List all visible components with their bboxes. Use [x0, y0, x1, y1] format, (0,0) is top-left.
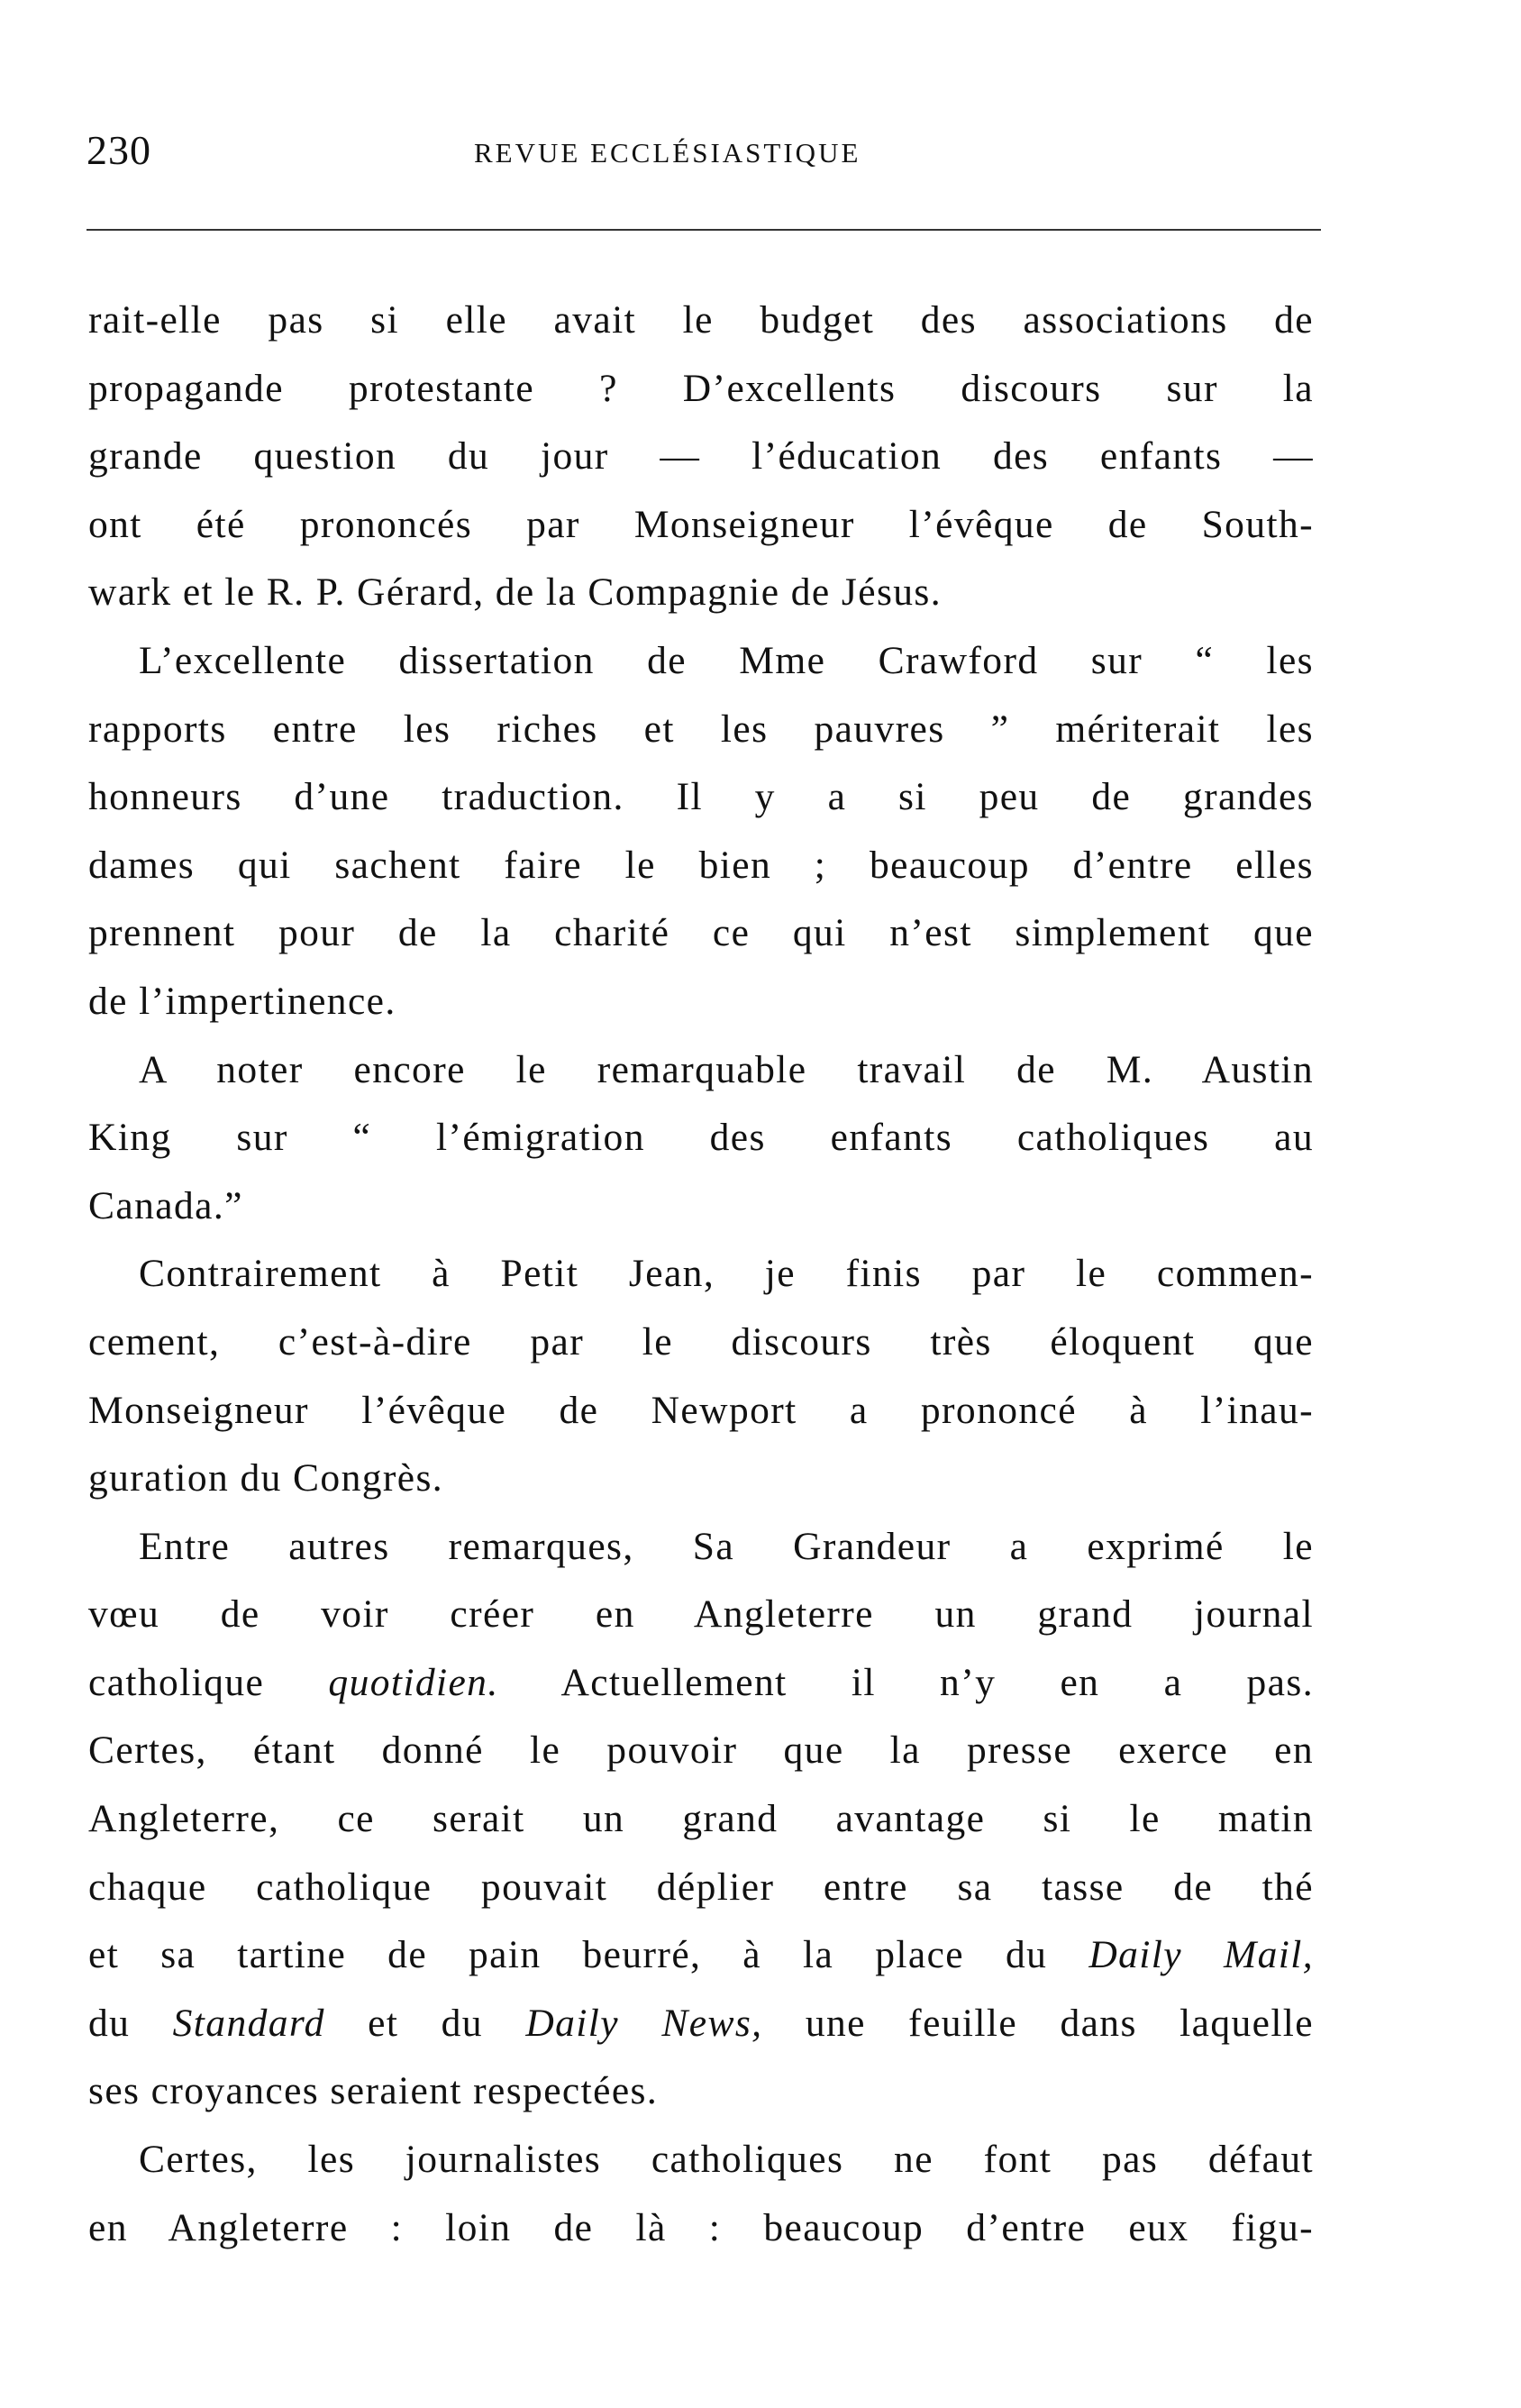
text-segment: Actuellement il n’y en a pas.: [498, 1660, 1314, 1704]
text-line-with-italic: [88, 1921, 1314, 1990]
page-number: 230: [87, 127, 151, 173]
paragraph-4: [88, 1240, 1314, 1512]
running-head: REVUE ECCLÉSIASTIQUE: [474, 137, 861, 169]
text-line: honneurs d’une traduction. Il y a si peu de grandes: [88, 775, 1314, 819]
text-line: Entre autres remarques, Sa Grandeur a exprimé le: [139, 1524, 1314, 1568]
text-line: rait-elle pas si elle avait le budget des associations de: [88, 298, 1314, 342]
page-header: [87, 126, 1321, 189]
text-line-with-italic: [88, 1990, 1314, 2058]
text-line: wark et le R. P. Gérard, de la Compagnie de Jésus.: [88, 570, 943, 615]
text-line: ses croyances seraient respectées.: [88, 2069, 659, 2113]
text-segment: une feuille dans laquelle: [762, 2001, 1315, 2045]
text-line: en Angleterre : loin de là : beaucoup d’entre eux figu-: [88, 2205, 1314, 2249]
text-line: A noter encore le remarquable travail de M. Austin: [139, 1047, 1314, 1091]
text-line: ont été prononcés par Monseigneur l’évêque de South-: [88, 502, 1314, 546]
text-line: Certes, étant donné le pouvoir que la presse exerce en: [88, 1728, 1314, 1773]
text-line: chaque catholique pouvait déplier entre sa tasse de thé: [88, 1865, 1314, 1909]
text-segment: catholique: [88, 1660, 329, 1704]
text-line: Certes, les journalistes catholiques ne font pas défaut: [139, 2138, 1314, 2182]
body-text: [88, 287, 1314, 2262]
text-line: rapports entre les riches et les pauvres ” mériterait les: [88, 707, 1314, 751]
text-segment: et du: [324, 2001, 526, 2045]
text-line: L’excellente dissertation de Mme Crawford sur “ les: [139, 638, 1314, 682]
text-line: guration du Congrès.: [88, 1456, 444, 1500]
text-line: de l’impertinence.: [88, 979, 396, 1023]
text-segment: du: [88, 2001, 173, 2045]
text-segment: et sa tartine de pain beurré, à la place du: [88, 1933, 1089, 1977]
italic-text: quotidien.: [328, 1660, 499, 1704]
text-line: vœu de voir créer en Angleterre un grand journal: [88, 1592, 1314, 1637]
italic-text: Daily Mail,: [1088, 1933, 1314, 1977]
text-line: prennent pour de la charité ce qui n’est simplement que: [88, 911, 1314, 955]
text-line: grande question du jour — l’éducation des enfants —: [88, 434, 1314, 479]
text-line: cement, c’est-à-dire par le discours très éloquent que: [88, 1319, 1314, 1364]
text-line: dames qui sachent faire le bien ; beaucoup d’entre elles: [88, 843, 1314, 887]
text-line: Angleterre, ce serait un grand avantage si le matin: [88, 1797, 1314, 1841]
italic-text: Standard: [172, 2001, 325, 2045]
text-line: King sur “ l’émigration des enfants catholiques au: [88, 1116, 1314, 1160]
text-line-with-italic: [88, 1649, 1314, 1718]
paragraph-2: [88, 627, 1314, 1036]
text-line: Monseigneur l’évêque de Newport a prononcé à l’inau-: [88, 1388, 1314, 1432]
italic-text: Daily News,: [525, 2001, 763, 2045]
header-rule: [87, 229, 1321, 231]
text-line: propagande protestante ? D’excellents discours sur la: [88, 366, 1314, 410]
paragraph-1: [88, 287, 1314, 627]
text-line: Canada.”: [88, 1183, 243, 1227]
text-line: Contrairement à Petit Jean, je finis par le commen-: [139, 1252, 1314, 1296]
paragraph-3: [88, 1036, 1314, 1241]
paragraph-6: [88, 2126, 1314, 2262]
paragraph-5: [88, 1513, 1314, 2126]
